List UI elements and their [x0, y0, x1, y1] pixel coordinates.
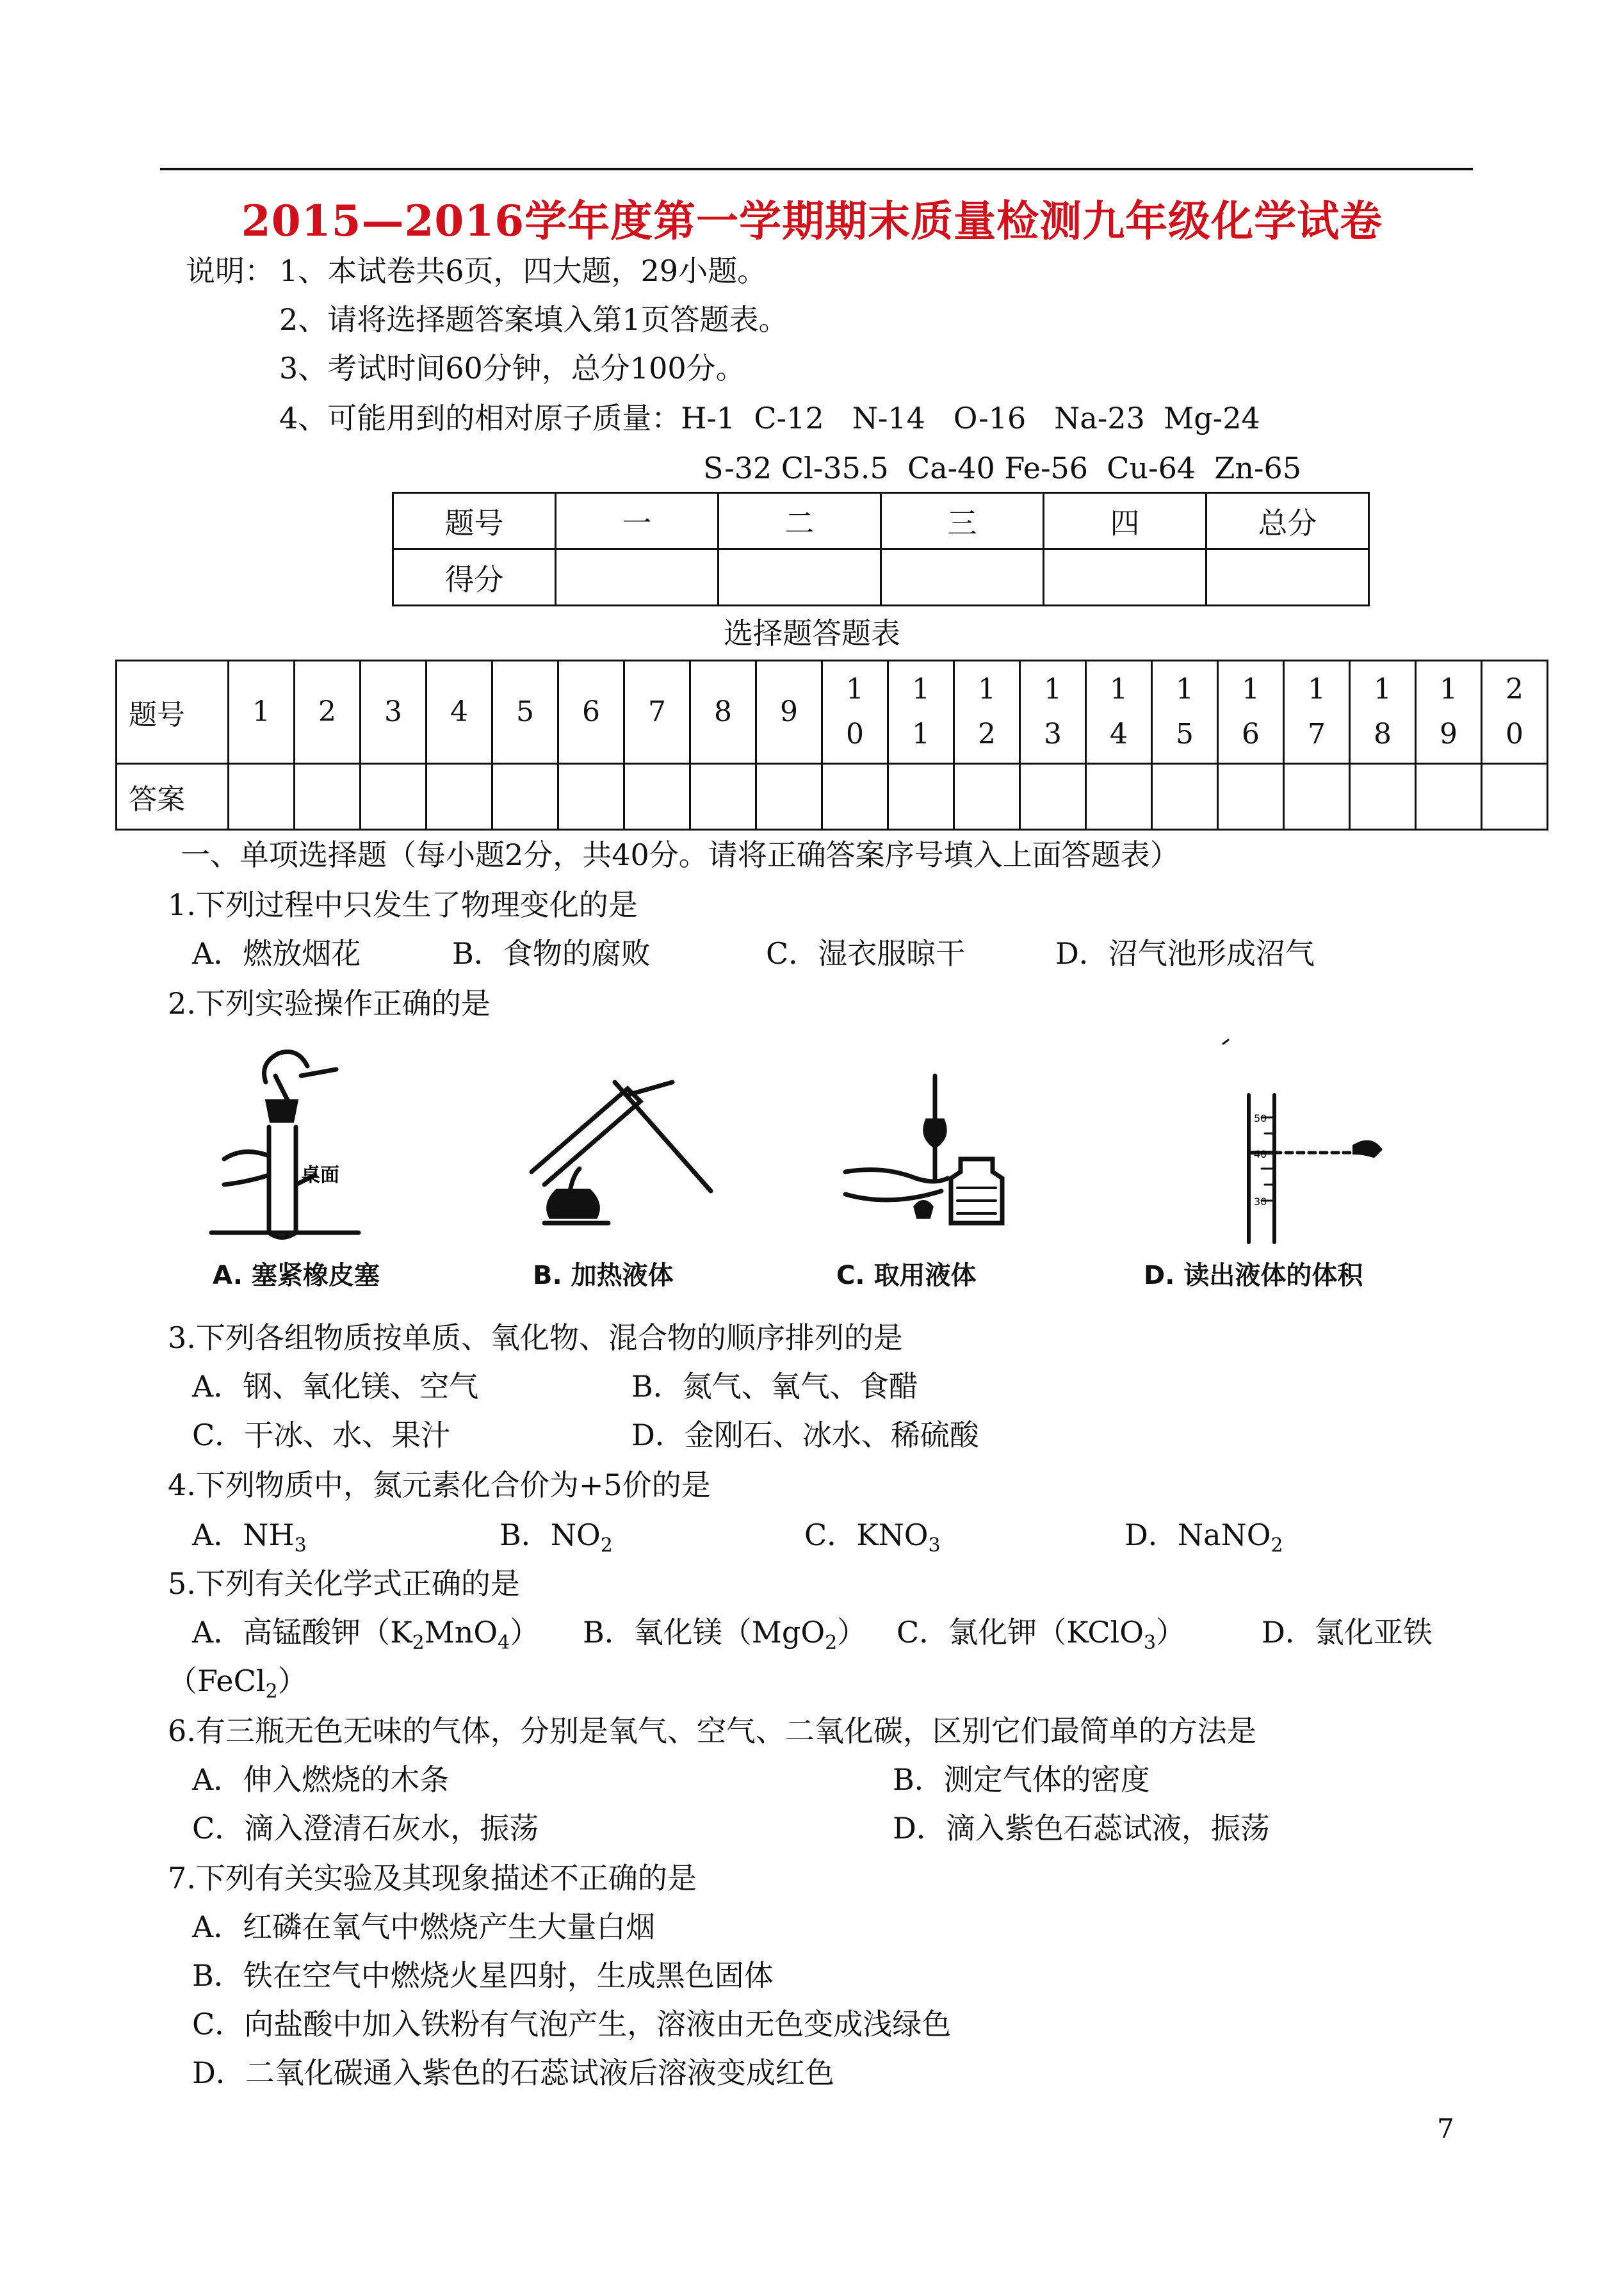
answer-number: 12 [978, 672, 996, 750]
figure-a-caption: A. 塞紧橡皮塞 [213, 1261, 380, 1290]
answer-number: 10 [846, 672, 864, 750]
answer-cell[interactable] [624, 764, 690, 830]
answer-number-cell [1020, 661, 1086, 764]
answer-number: 13 [1044, 672, 1062, 750]
answer-number-cell [690, 661, 756, 764]
question-4-option-d: D．NaNO$_2$ [1125, 1518, 1283, 1557]
score-cell[interactable] [881, 549, 1044, 606]
figure-b-caption: B. 加热液体 [533, 1261, 674, 1290]
question-4-option-b: B．$NO_2$ [499, 1518, 613, 1557]
question-5-option-c: C．氯化钾（KClO$_3$） [897, 1615, 1186, 1655]
answer-row-answer-label: 答案 [117, 764, 229, 830]
question-5-option-d: D．氯化亚铁 [1262, 1615, 1433, 1650]
question-1-option-a: A．燃放烟花 [192, 936, 361, 971]
answer-number-cell [1350, 661, 1416, 764]
answer-cell[interactable] [295, 764, 361, 830]
answer-number-cell [426, 661, 492, 764]
question-6-option-c: C．滴入澄清石灰水，振荡 [192, 1811, 539, 1845]
question-6-option-a: A．伸入燃烧的木条 [192, 1762, 450, 1797]
section-heading: 一、单项选择题（每小题2分，共40分。请将正确答案序号填入上面答题表） [181, 838, 1180, 872]
figure-b-heat-liquid [512, 1063, 717, 1236]
question-3-option-a: A．钢、氧化镁、空气 [192, 1369, 479, 1404]
figure-a-desk-label: 桌面 [301, 1164, 339, 1187]
question-3-option-b: B．氮气、氧气、食醋 [631, 1369, 918, 1404]
answer-number-cell [624, 661, 690, 764]
question-6-option-b: B．测定气体的密度 [893, 1762, 1150, 1797]
score-row-label: 得分 [393, 549, 556, 606]
answer-number-cell [1284, 661, 1350, 764]
answer-number-cell [1482, 661, 1548, 764]
answer-number: 17 [1308, 672, 1326, 750]
answer-number: 1 [252, 695, 270, 728]
question-6-option-d: D．滴入紫色石蕊试液，振荡 [893, 1811, 1270, 1845]
answer-cell[interactable] [1350, 764, 1416, 830]
answer-number-cell [888, 661, 954, 764]
score-header-3: 三 [881, 493, 1044, 549]
answer-row-number-label: 题号 [117, 661, 229, 764]
cylinder-tick-50: 50 [1254, 1112, 1267, 1124]
instruction-4-continued: S-32 Cl-35.5 Ca-40 Fe-56 Cu-64 Zn-65 [703, 451, 1302, 485]
answer-number-cell [492, 661, 558, 764]
page-number: 7 [1437, 2113, 1454, 2145]
score-header-1: 一 [556, 493, 719, 549]
answer-cell[interactable] [361, 764, 426, 830]
instructions-label: 说明： [186, 254, 274, 288]
score-cell[interactable] [1206, 549, 1369, 606]
question-3-stem: 3.下列各组物质按单质、氧化物、混合物的顺序排列的是 [168, 1320, 903, 1355]
instruction-3: 3、考试时间60分钟，总分100分。 [279, 351, 745, 385]
answer-number-cell [361, 661, 426, 764]
question-2-stem: 2.下列实验操作正确的是 [168, 986, 491, 1021]
figure-d-read-volume [1217, 1037, 1434, 1242]
answer-number-cell [954, 661, 1020, 764]
question-5-stem: 5.下列有关化学式正确的是 [168, 1566, 520, 1601]
answer-number-cell [229, 661, 295, 764]
answer-number: 14 [1110, 672, 1128, 750]
answer-number: 3 [384, 695, 402, 728]
question-4-option-c: C．$KNO_3$ [804, 1518, 941, 1557]
score-cell[interactable] [556, 549, 719, 606]
answer-number-cell [1152, 661, 1218, 764]
question-4-stem: 4.下列物质中，氮元素化合价为+5价的是 [168, 1468, 711, 1502]
score-header-2: 二 [719, 493, 881, 549]
answer-table [115, 660, 1548, 831]
question-5-option-a: A．高锰酸钾$(K_2MnO_4)$ [192, 1615, 540, 1655]
question-7-option-c: C．向盐酸中加入铁粉有气泡产生，溶液由无色变成浅绿色 [192, 2007, 952, 2041]
question-6-stem: 6.有三瓶无色无味的气体，分别是氧气、空气、二氧化碳，区别它们最简单的方法是 [168, 1714, 1256, 1748]
answer-number-cell [1416, 661, 1482, 764]
score-header-4: 四 [1044, 493, 1206, 549]
instruction-2: 2、请将选择题答案填入第1页答题表。 [279, 302, 788, 337]
answer-number: 4 [450, 695, 468, 728]
answer-number: 11 [912, 672, 930, 750]
answer-number: 2 [318, 695, 336, 728]
answer-number: 15 [1176, 672, 1194, 750]
answer-cell[interactable] [690, 764, 756, 830]
question-1-stem: 1.下列过程中只发生了物理变化的是 [168, 888, 638, 922]
answer-number: 8 [714, 695, 732, 728]
answer-number-cell [1218, 661, 1284, 764]
answer-number: 16 [1242, 672, 1260, 750]
answer-number-cell [822, 661, 888, 764]
instruction-1: 1、本试卷共6页，四大题，29小题。 [279, 254, 767, 288]
score-header-total: 总分 [1206, 493, 1369, 549]
page-title: 2015—2016学年度第一学期期末质量检测九年级化学试卷 [241, 196, 1383, 246]
answer-cell[interactable] [1086, 764, 1152, 830]
score-table [392, 492, 1370, 606]
cylinder-tick-30: 30 [1254, 1196, 1267, 1208]
figure-a-insert-stopper [205, 1037, 371, 1242]
question-7-stem: 7.下列有关实验及其现象描述不正确的是 [168, 1861, 697, 1895]
question-4-option-a: A．$NH_3$ [192, 1518, 307, 1557]
answer-cell[interactable] [888, 764, 954, 830]
cylinder-tick-40: 40 [1254, 1148, 1267, 1160]
question-3-option-d: D．金刚石、冰水、稀硫酸 [631, 1418, 979, 1452]
answer-cell[interactable] [756, 764, 822, 830]
instruction-4: 4、可能用到的相对原子质量：H-1 C-12 N-14 O-16 Na-23 Mg-24 [279, 401, 1260, 435]
answer-cell[interactable] [1284, 764, 1350, 830]
score-header-number: 题号 [393, 493, 556, 549]
answer-cell[interactable] [1482, 764, 1548, 830]
answer-number-cell [558, 661, 624, 764]
answer-table-caption: 选择题答题表 [724, 616, 900, 651]
question-5-option-d-continued: （FeCl$_2$） [168, 1664, 307, 1703]
figure-c-caption: C. 取用液体 [836, 1261, 977, 1290]
answer-cell[interactable] [426, 764, 492, 830]
score-cell[interactable] [719, 549, 881, 606]
answer-number-cell [756, 661, 822, 764]
question-1-option-d: D．沼气池形成沼气 [1055, 936, 1315, 971]
figure-c-take-liquid [832, 1076, 1012, 1242]
answer-cell[interactable] [822, 764, 888, 830]
score-cell[interactable] [1044, 549, 1206, 606]
answer-number: 5 [516, 695, 534, 728]
answer-cell[interactable] [1416, 764, 1482, 830]
answer-number: 20 [1506, 672, 1523, 750]
figure-d-caption: D. 读出液体的体积 [1144, 1261, 1363, 1290]
top-rule [160, 168, 1473, 170]
question-7-option-a: A．红磷在氧气中燃烧产生大量白烟 [192, 1910, 656, 1944]
question-3-option-c: C．干冰、水、果汁 [192, 1418, 451, 1452]
question-1-option-c: C．湿衣服晾干 [766, 936, 966, 971]
question-5-option-b: B．氧化镁（MgO$_2$） [583, 1615, 867, 1655]
answer-number-cell [295, 661, 361, 764]
answer-cell[interactable] [558, 764, 624, 830]
answer-number: 19 [1440, 672, 1458, 750]
answer-cell[interactable] [1152, 764, 1218, 830]
answer-number: 9 [780, 695, 798, 728]
answer-cell[interactable] [229, 764, 295, 830]
answer-number-cell [1086, 661, 1152, 764]
question-7-option-b: B．铁在空气中燃烧火星四射，生成黑色固体 [192, 1958, 774, 1993]
answer-cell[interactable] [954, 764, 1020, 830]
answer-cell[interactable] [1020, 764, 1086, 830]
answer-number: 18 [1374, 672, 1392, 750]
answer-number: 6 [582, 695, 600, 728]
answer-number: 7 [648, 695, 666, 728]
question-7-option-d: D．二氧化碳通入紫色的石蕊试液后溶液变成红色 [192, 2056, 834, 2090]
question-1-option-b: B．食物的腐败 [452, 936, 651, 971]
answer-cell[interactable] [492, 764, 558, 830]
answer-cell[interactable] [1218, 764, 1284, 830]
